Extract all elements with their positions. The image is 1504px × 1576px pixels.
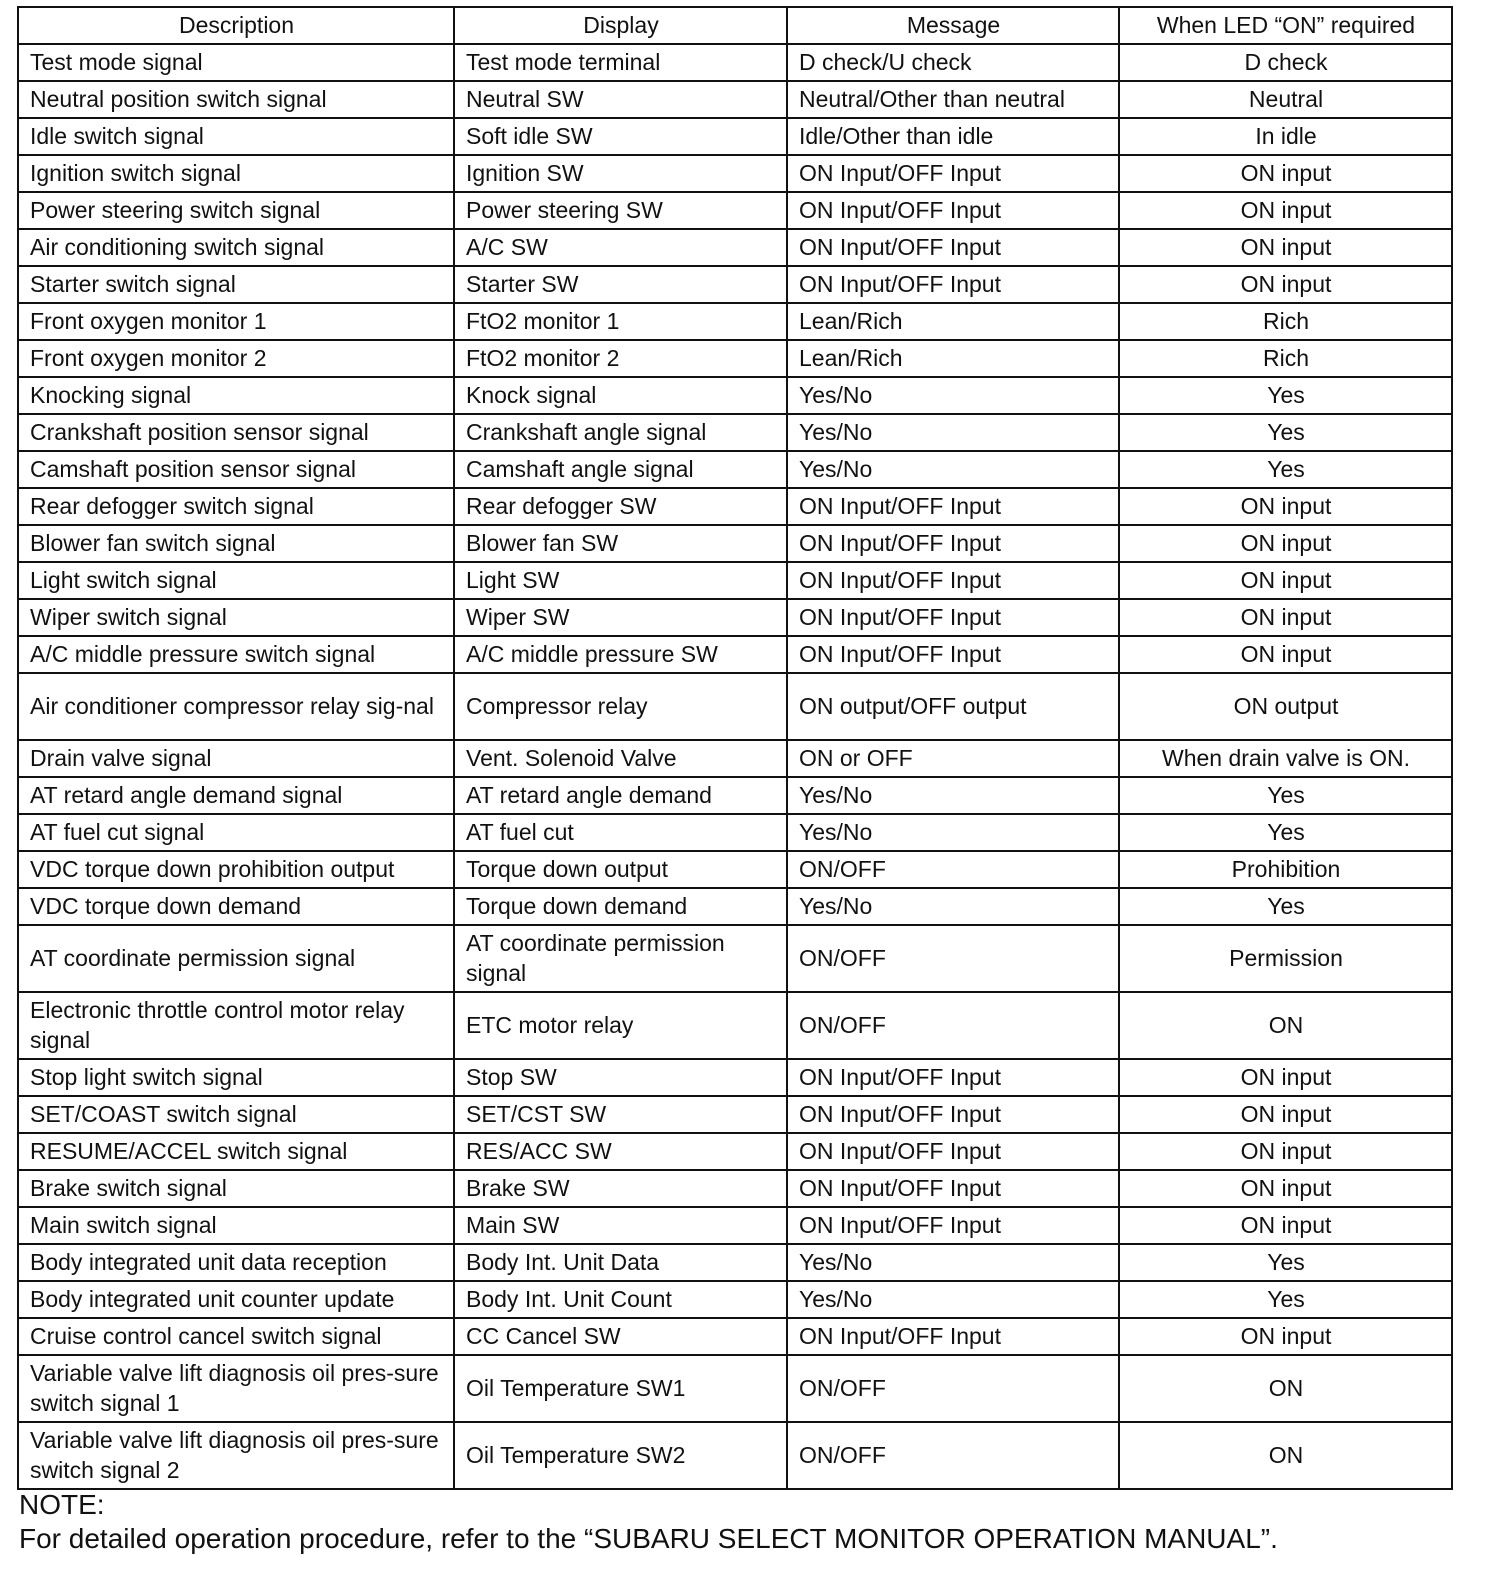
cell-led-required: D check — [1119, 44, 1452, 81]
cell-message: Lean/Rich — [787, 303, 1119, 340]
cell-led-required: ON input — [1119, 599, 1452, 636]
cell-message: Yes/No — [787, 814, 1119, 851]
cell-led-required: In idle — [1119, 118, 1452, 155]
header-led-required: When LED “ON” required — [1119, 7, 1452, 44]
cell-display: Oil Temperature SW2 — [454, 1422, 787, 1489]
cell-description: A/C middle pressure switch signal — [18, 636, 454, 673]
table-row — [18, 1422, 1452, 1489]
table-row — [18, 155, 1452, 192]
cell-message: ON Input/OFF Input — [787, 1318, 1119, 1355]
cell-display: Ignition SW — [454, 155, 787, 192]
table-row — [18, 451, 1452, 488]
table-header-row — [18, 7, 1452, 44]
cell-display: RES/ACC SW — [454, 1133, 787, 1170]
cell-display: Main SW — [454, 1207, 787, 1244]
cell-description: Wiper switch signal — [18, 599, 454, 636]
cell-led-required: ON input — [1119, 266, 1452, 303]
table-row — [18, 814, 1452, 851]
cell-message: Yes/No — [787, 451, 1119, 488]
cell-description: Front oxygen monitor 2 — [18, 340, 454, 377]
table-row — [18, 1170, 1452, 1207]
cell-display: A/C SW — [454, 229, 787, 266]
cell-message: ON Input/OFF Input — [787, 1207, 1119, 1244]
cell-display: Torque down output — [454, 851, 787, 888]
cell-display: Brake SW — [454, 1170, 787, 1207]
cell-description: Air conditioner compressor relay sig-nal — [18, 673, 454, 740]
cell-display: Rear defogger SW — [454, 488, 787, 525]
cell-description: AT retard angle demand signal — [18, 777, 454, 814]
cell-led-required: ON input — [1119, 525, 1452, 562]
table-row — [18, 1133, 1452, 1170]
cell-description: Idle switch signal — [18, 118, 454, 155]
cell-message: Neutral/Other than neutral — [787, 81, 1119, 118]
header-display: Display — [454, 7, 787, 44]
cell-led-required: Rich — [1119, 340, 1452, 377]
cell-display: Crankshaft angle signal — [454, 414, 787, 451]
cell-description: Camshaft position sensor signal — [18, 451, 454, 488]
cell-message: Yes/No — [787, 1244, 1119, 1281]
cell-message: Yes/No — [787, 1281, 1119, 1318]
cell-display: Vent. Solenoid Valve — [454, 740, 787, 777]
cell-display: Body Int. Unit Data — [454, 1244, 787, 1281]
cell-display: A/C middle pressure SW — [454, 636, 787, 673]
cell-led-required: ON input — [1119, 1133, 1452, 1170]
cell-led-required: Yes — [1119, 777, 1452, 814]
note-text: For detailed operation procedure, refer to the “SUBARU SELECT MONITOR OPERATION MANUAL”. — [19, 1523, 1278, 1554]
table-body — [18, 44, 1452, 1489]
note-block — [19, 1488, 1278, 1556]
table-row — [18, 1281, 1452, 1318]
cell-description: Drain valve signal — [18, 740, 454, 777]
header-message: Message — [787, 7, 1119, 44]
cell-description: Light switch signal — [18, 562, 454, 599]
cell-description: Brake switch signal — [18, 1170, 454, 1207]
cell-display: Wiper SW — [454, 599, 787, 636]
cell-message: ON Input/OFF Input — [787, 1096, 1119, 1133]
cell-message: ON Input/OFF Input — [787, 229, 1119, 266]
cell-message: Yes/No — [787, 888, 1119, 925]
cell-message: ON Input/OFF Input — [787, 1059, 1119, 1096]
cell-display: SET/CST SW — [454, 1096, 787, 1133]
cell-message: ON Input/OFF Input — [787, 525, 1119, 562]
cell-display: Oil Temperature SW1 — [454, 1355, 787, 1422]
cell-message: ON Input/OFF Input — [787, 192, 1119, 229]
cell-led-required: Yes — [1119, 814, 1452, 851]
cell-display: Starter SW — [454, 266, 787, 303]
cell-led-required: Yes — [1119, 1244, 1452, 1281]
cell-display: AT coordinate permission signal — [454, 925, 787, 992]
cell-description: Blower fan switch signal — [18, 525, 454, 562]
cell-led-required: Yes — [1119, 414, 1452, 451]
cell-description: Test mode signal — [18, 44, 454, 81]
table-row — [18, 488, 1452, 525]
table-row — [18, 888, 1452, 925]
cell-display: FtO2 monitor 2 — [454, 340, 787, 377]
table-row — [18, 562, 1452, 599]
header-description: Description — [18, 7, 454, 44]
table-row — [18, 992, 1452, 1059]
cell-description: Cruise control cancel switch signal — [18, 1318, 454, 1355]
table-row — [18, 303, 1452, 340]
cell-description: Body integrated unit counter update — [18, 1281, 454, 1318]
cell-description: Variable valve lift diagnosis oil pres-sure switch signal 2 — [18, 1422, 454, 1489]
cell-display: Knock signal — [454, 377, 787, 414]
cell-description: Variable valve lift diagnosis oil pres-sure switch signal 1 — [18, 1355, 454, 1422]
table-row — [18, 851, 1452, 888]
table-row — [18, 340, 1452, 377]
cell-description: Knocking signal — [18, 377, 454, 414]
cell-message: ON Input/OFF Input — [787, 1133, 1119, 1170]
cell-display: Power steering SW — [454, 192, 787, 229]
cell-display: FtO2 monitor 1 — [454, 303, 787, 340]
table-row — [18, 377, 1452, 414]
cell-message: ON Input/OFF Input — [787, 562, 1119, 599]
cell-led-required: ON input — [1119, 1059, 1452, 1096]
cell-led-required: ON — [1119, 992, 1452, 1059]
cell-description: VDC torque down prohibition output — [18, 851, 454, 888]
cell-display: Compressor relay — [454, 673, 787, 740]
cell-led-required: Yes — [1119, 377, 1452, 414]
cell-description: Ignition switch signal — [18, 155, 454, 192]
cell-message: ON output/OFF output — [787, 673, 1119, 740]
cell-led-required: ON input — [1119, 488, 1452, 525]
signal-table — [17, 6, 1453, 1490]
cell-message: ON Input/OFF Input — [787, 636, 1119, 673]
cell-message: Yes/No — [787, 377, 1119, 414]
cell-led-required: ON input — [1119, 562, 1452, 599]
cell-description: AT fuel cut signal — [18, 814, 454, 851]
cell-led-required: Permission — [1119, 925, 1452, 992]
cell-display: Torque down demand — [454, 888, 787, 925]
cell-led-required: Neutral — [1119, 81, 1452, 118]
cell-description: Starter switch signal — [18, 266, 454, 303]
cell-display: AT retard angle demand — [454, 777, 787, 814]
cell-description: AT coordinate permission signal — [18, 925, 454, 992]
cell-description: Electronic throttle control motor relay signal — [18, 992, 454, 1059]
cell-display: AT fuel cut — [454, 814, 787, 851]
table-row — [18, 636, 1452, 673]
cell-display: Body Int. Unit Count — [454, 1281, 787, 1318]
cell-description: Neutral position switch signal — [18, 81, 454, 118]
cell-led-required: ON — [1119, 1355, 1452, 1422]
cell-display: CC Cancel SW — [454, 1318, 787, 1355]
cell-message: Yes/No — [787, 777, 1119, 814]
cell-led-required: ON input — [1119, 1170, 1452, 1207]
table-row — [18, 777, 1452, 814]
cell-message: ON/OFF — [787, 851, 1119, 888]
cell-display: Test mode terminal — [454, 44, 787, 81]
cell-display: Stop SW — [454, 1059, 787, 1096]
cell-description: SET/COAST switch signal — [18, 1096, 454, 1133]
table-row — [18, 1244, 1452, 1281]
cell-display: Camshaft angle signal — [454, 451, 787, 488]
cell-led-required: ON input — [1119, 1096, 1452, 1133]
table-row — [18, 1096, 1452, 1133]
table-row — [18, 1355, 1452, 1422]
cell-message: ON Input/OFF Input — [787, 1170, 1119, 1207]
cell-message: ON Input/OFF Input — [787, 155, 1119, 192]
cell-message: ON or OFF — [787, 740, 1119, 777]
cell-led-required: When drain valve is ON. — [1119, 740, 1452, 777]
table-row — [18, 192, 1452, 229]
cell-display: Soft idle SW — [454, 118, 787, 155]
table-row — [18, 81, 1452, 118]
cell-description: Crankshaft position sensor signal — [18, 414, 454, 451]
table-row — [18, 925, 1452, 992]
cell-message: D check/U check — [787, 44, 1119, 81]
cell-description: VDC torque down demand — [18, 888, 454, 925]
cell-message: ON Input/OFF Input — [787, 266, 1119, 303]
cell-description: Power steering switch signal — [18, 192, 454, 229]
table-row — [18, 1059, 1452, 1096]
cell-message: ON/OFF — [787, 1422, 1119, 1489]
cell-description: Body integrated unit data reception — [18, 1244, 454, 1281]
cell-description: Front oxygen monitor 1 — [18, 303, 454, 340]
cell-description: Rear defogger switch signal — [18, 488, 454, 525]
cell-led-required: ON input — [1119, 636, 1452, 673]
cell-message: Idle/Other than idle — [787, 118, 1119, 155]
table-row — [18, 414, 1452, 451]
cell-display: Blower fan SW — [454, 525, 787, 562]
table-row — [18, 1207, 1452, 1244]
cell-led-required: ON input — [1119, 155, 1452, 192]
table-row — [18, 599, 1452, 636]
table-row — [18, 118, 1452, 155]
cell-led-required: ON output — [1119, 673, 1452, 740]
table-row — [18, 525, 1452, 562]
table-row — [18, 229, 1452, 266]
cell-description: Main switch signal — [18, 1207, 454, 1244]
cell-led-required: ON input — [1119, 1318, 1452, 1355]
cell-led-required: ON input — [1119, 229, 1452, 266]
cell-led-required: Rich — [1119, 303, 1452, 340]
table-row — [18, 673, 1452, 740]
cell-led-required: Yes — [1119, 1281, 1452, 1318]
cell-description: RESUME/ACCEL switch signal — [18, 1133, 454, 1170]
cell-led-required: ON — [1119, 1422, 1452, 1489]
cell-message: Yes/No — [787, 414, 1119, 451]
table-row — [18, 44, 1452, 81]
cell-led-required: ON input — [1119, 192, 1452, 229]
table-row — [18, 740, 1452, 777]
cell-message: ON/OFF — [787, 1355, 1119, 1422]
cell-display: Light SW — [454, 562, 787, 599]
note-heading: NOTE: — [19, 1489, 105, 1520]
cell-message: Lean/Rich — [787, 340, 1119, 377]
cell-led-required: Prohibition — [1119, 851, 1452, 888]
table-row — [18, 1318, 1452, 1355]
cell-description: Air conditioning switch signal — [18, 229, 454, 266]
cell-led-required: Yes — [1119, 888, 1452, 925]
cell-message: ON/OFF — [787, 992, 1119, 1059]
cell-display: ETC motor relay — [454, 992, 787, 1059]
table-row — [18, 266, 1452, 303]
cell-led-required: Yes — [1119, 451, 1452, 488]
cell-message: ON/OFF — [787, 925, 1119, 992]
cell-message: ON Input/OFF Input — [787, 488, 1119, 525]
cell-display: Neutral SW — [454, 81, 787, 118]
cell-led-required: ON input — [1119, 1207, 1452, 1244]
cell-message: ON Input/OFF Input — [787, 599, 1119, 636]
cell-description: Stop light switch signal — [18, 1059, 454, 1096]
